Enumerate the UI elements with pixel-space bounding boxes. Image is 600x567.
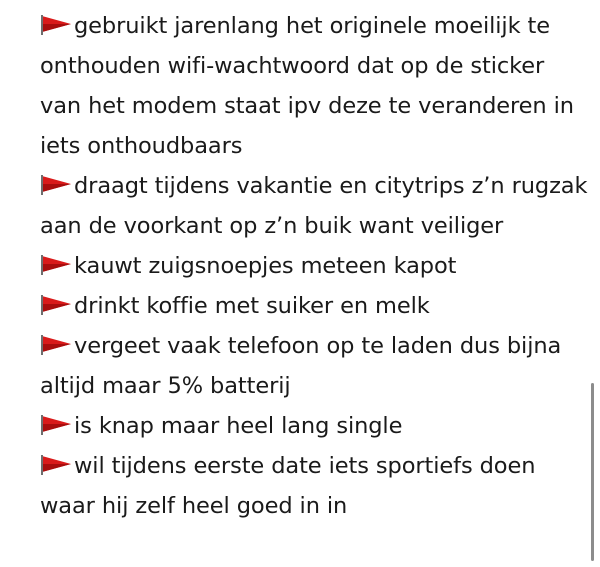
red-flag-icon xyxy=(40,254,73,276)
red-flag-icon xyxy=(40,174,73,196)
red-flag-icon xyxy=(40,414,73,436)
list-item-1 xyxy=(40,6,588,166)
note-body[interactable] xyxy=(40,6,588,526)
list-item-text: kauwt zuigsnoepjes meteen kapot xyxy=(74,253,457,279)
red-flag-icon xyxy=(40,334,73,356)
list-item-2 xyxy=(40,166,588,246)
list-item-text: gebruikt jarenlang het originele moeilijk te onthouden wifi-wachtwoord dat op de sticker van het modem staat ipv deze te veranderen in iets onthoudbaars xyxy=(40,13,574,159)
list-item-6 xyxy=(40,406,588,446)
list-item-3 xyxy=(40,246,588,286)
list-item-text: drinkt koffie met suiker en melk xyxy=(74,293,430,319)
list-item-text: is knap maar heel lang single xyxy=(74,413,403,439)
list-item-text: vergeet vaak telefoon op te laden dus bijna altijd maar 5% batterij xyxy=(40,333,562,399)
list-item-text: wil tijdens eerste date iets sportiefs doen waar hij zelf heel goed in in xyxy=(40,453,536,519)
red-flag-icon xyxy=(40,294,73,316)
red-flag-icon xyxy=(40,14,73,36)
list-item-7 xyxy=(40,446,588,526)
red-flag-icon xyxy=(40,454,73,476)
list-item-text: draagt tijdens vakantie en citytrips z’n rugzak aan de voorkant op z’n buik want veiliger xyxy=(40,173,588,239)
list-item-5 xyxy=(40,326,588,406)
list-item-4 xyxy=(40,286,588,326)
vertical-scrollbar[interactable] xyxy=(591,383,594,561)
